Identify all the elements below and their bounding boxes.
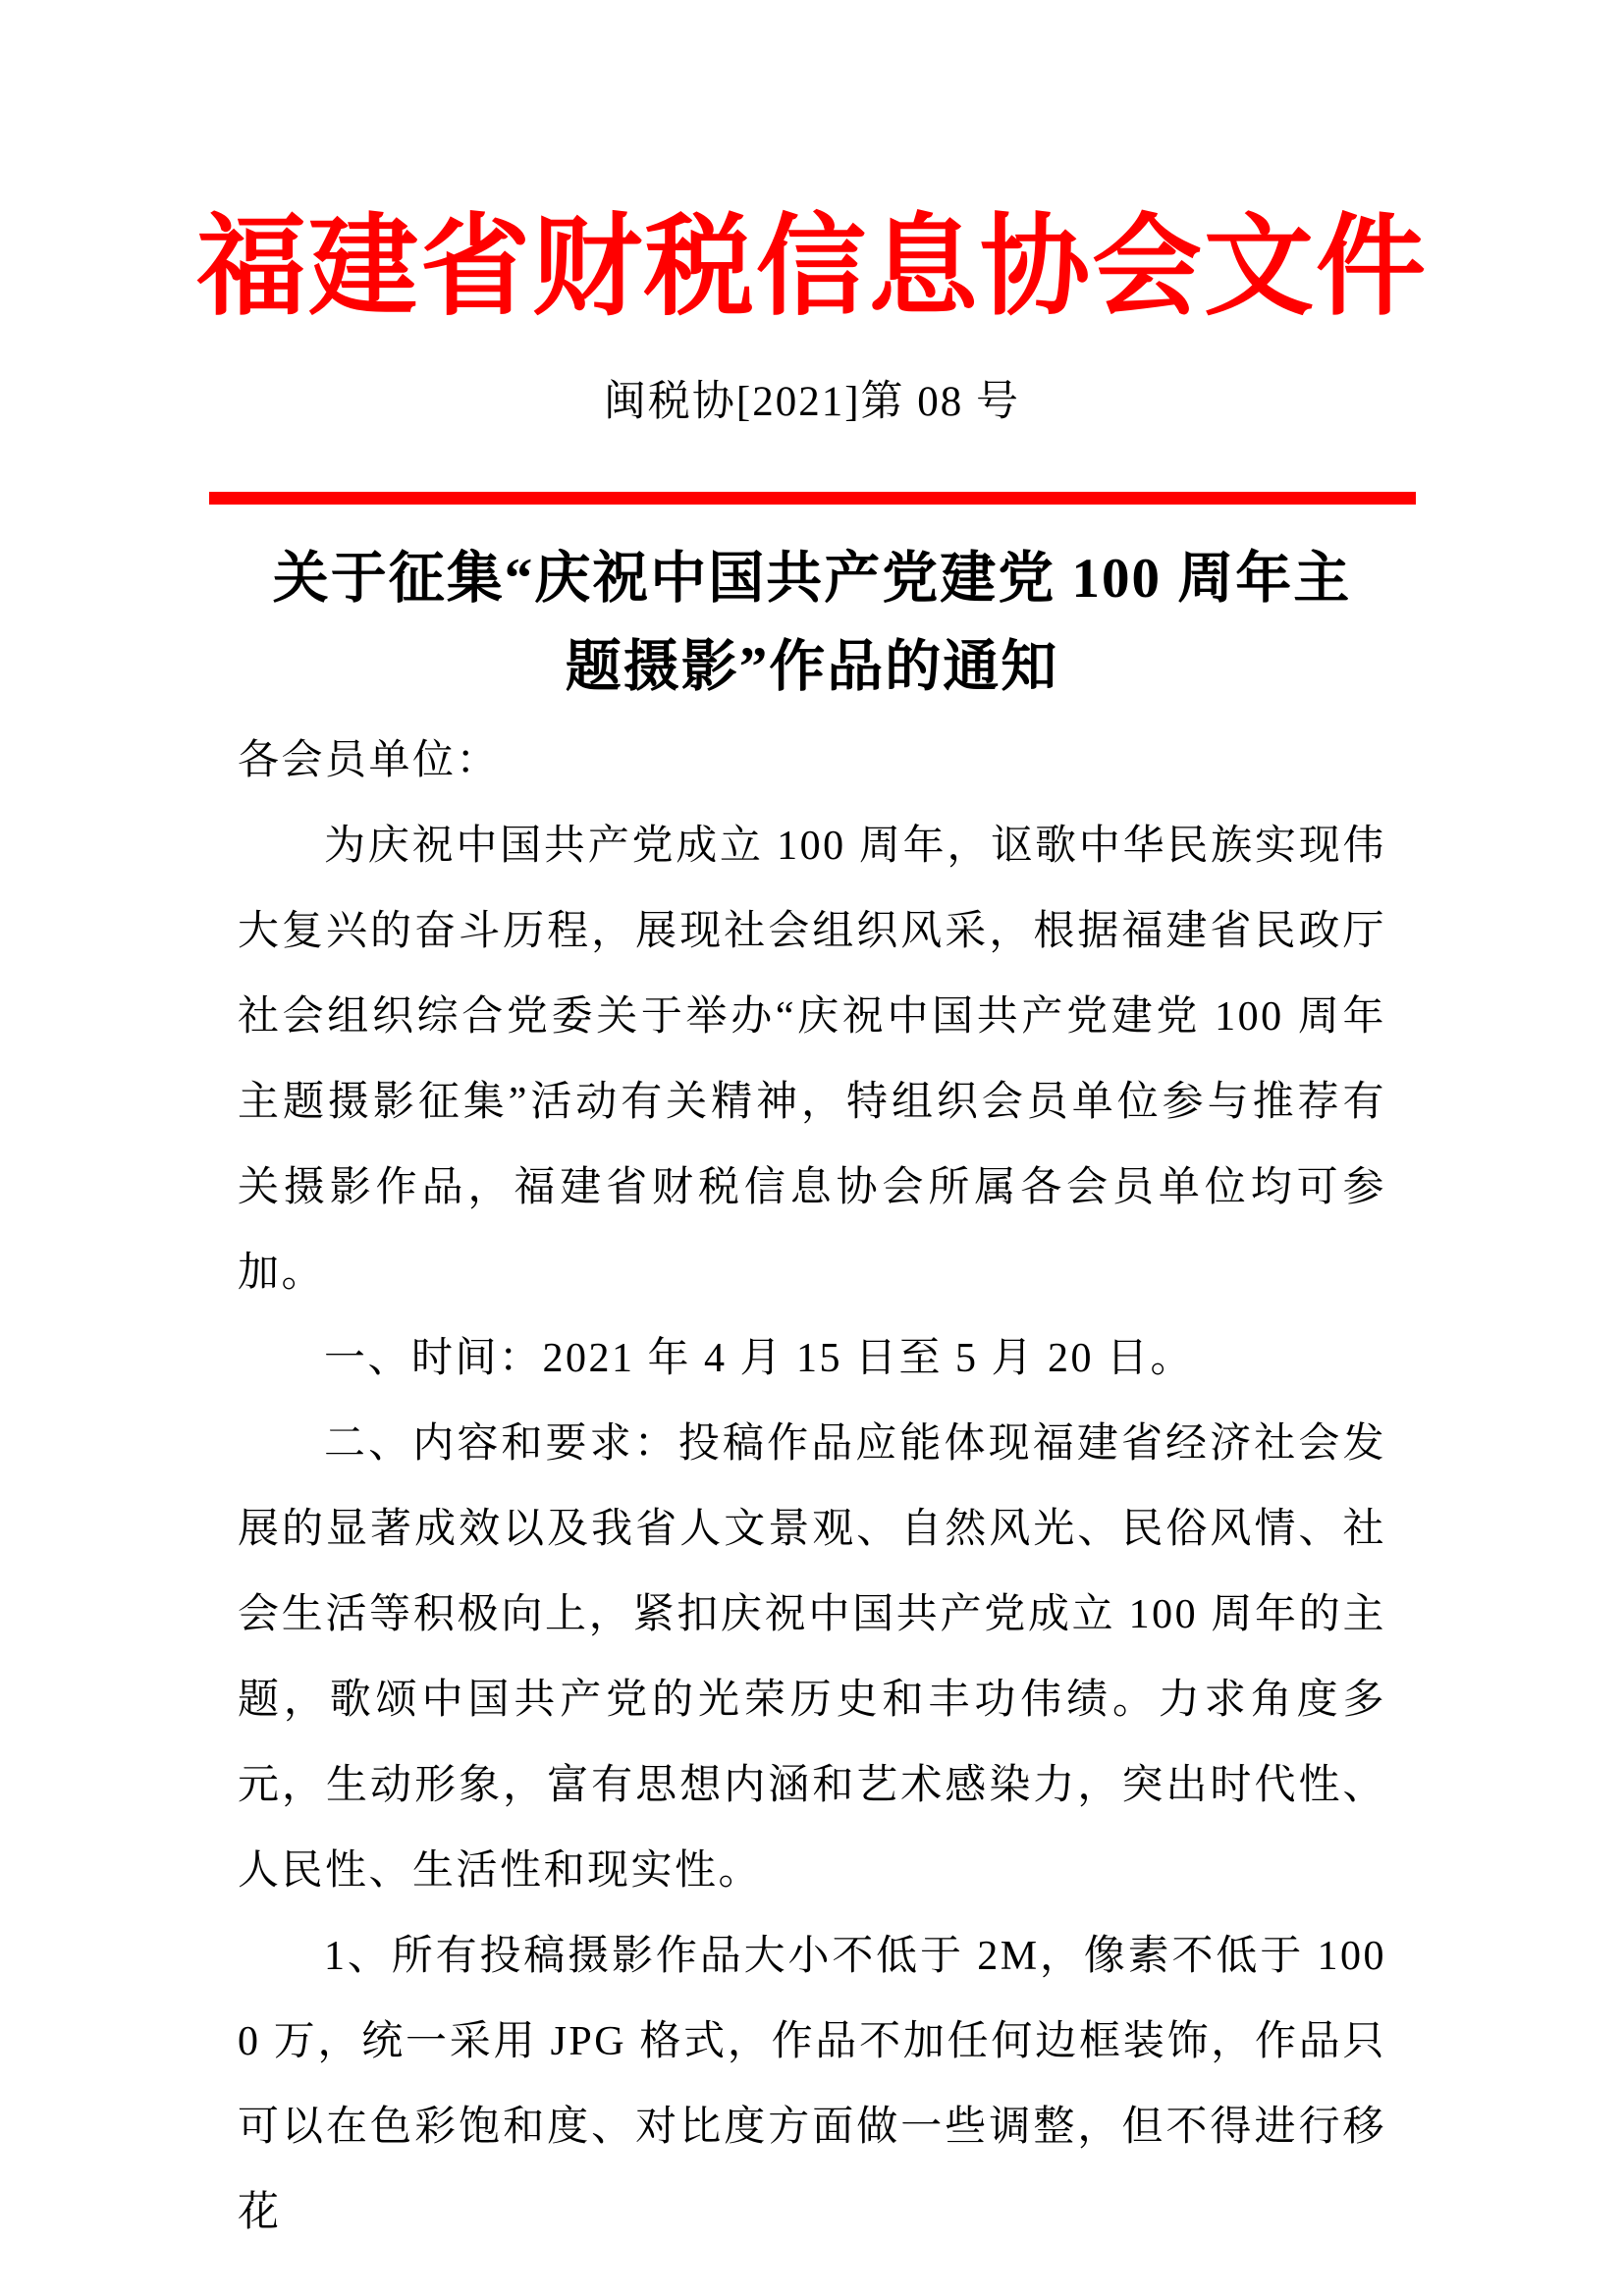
- doc-number: 闽税协[2021]第 08 号: [603, 379, 1021, 425]
- document-title-line2: 题摄影”作品的通知: [565, 636, 1059, 698]
- paragraph-submission-specs: 1、所有投稿摄影作品大小不低于 2M，像素不低于 1000 万，统一采用 JPG 格式，作品不加任何边框装饰，作品只可以在色彩饱和度、对比度方面做一些调整，但不得进行移花: [238, 1934, 1386, 2235]
- document-body: [238, 719, 1386, 2256]
- paragraph-time: 一、时间：2021 年 4 月 15 日至 5 月 20 日。: [324, 1336, 1195, 1381]
- paragraph-content-requirements: 二、内容和要求：投稿作品应能体现福建省经济社会发展的显著成效以及我省人文景观、自然风光、民俗风情、社会生活等积极向上，紧扣庆祝中国共产党成立 100 周年的主题，歌颂中国共产党的光荣历史和丰功伟绩。力求角度多元，生动形象，富有思想内涵和艺术感染力，突出时代性、人民性、生活性和现实性。: [238, 1421, 1386, 1894]
- org-header-title: 福建省财税信息协会文件: [196, 205, 1428, 328]
- paragraph-intro: 为庆祝中国共产党成立 100 周年，讴歌中华民族实现伟大复兴的奋斗历程，展现社会组织风采，根据福建省民政厅社会组织综合党委关于举办“庆祝中国共产党建党 100 周年主题摄影征集”活动有关精神，特组织会员单位参与推荐有关摄影作品，福建省财税信息协会所属各会员单位均可参加。: [238, 824, 1386, 1296]
- salutation: 各会员单位：: [238, 738, 501, 783]
- document-title: [0, 535, 1624, 712]
- document-title-line1: 关于征集“庆祝中国共产党建党 100 周年主: [272, 548, 1352, 610]
- red-divider-line: [209, 492, 1416, 505]
